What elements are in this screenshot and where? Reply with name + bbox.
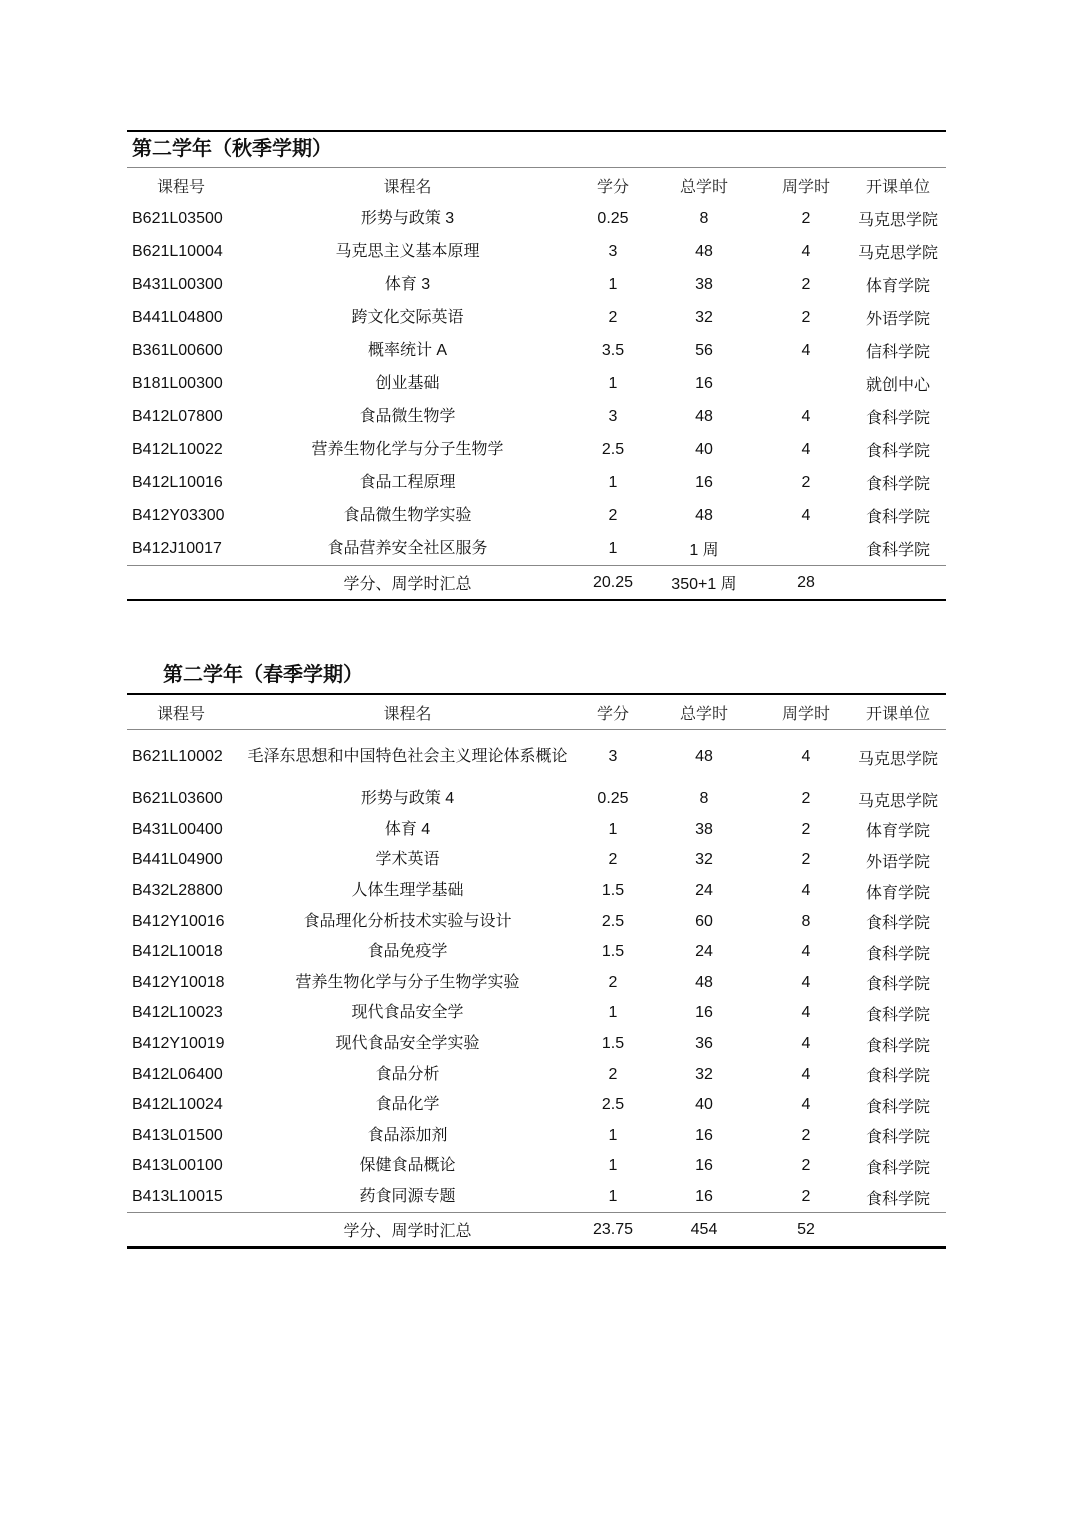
course-credit: 3 (608, 407, 618, 425)
course-code: B361L00600 (132, 341, 223, 359)
course-total-hours: 24 (695, 943, 713, 961)
course-code: B412L10023 (132, 1004, 223, 1022)
table-row (127, 301, 946, 334)
table-row (127, 998, 946, 1029)
table-row (127, 906, 946, 937)
course-weekly-hours: 2 (801, 820, 811, 838)
course-name: 营养生物化学与分子生物学实验 (295, 973, 520, 991)
course-unit: 食科学院 (865, 1068, 930, 1086)
course-total-hours: 16 (695, 473, 713, 491)
course-code: B431L00300 (132, 275, 223, 293)
course-name: 形势与政策 3 (360, 209, 455, 227)
course-weekly-hours: 2 (801, 790, 811, 808)
course-unit: 体育学院 (865, 823, 930, 841)
course-unit: 食科学院 (865, 410, 930, 427)
summary-unit (850, 566, 946, 601)
course-name: 毛泽东思想和中国特色社会主义理论体系概论 (247, 748, 568, 765)
course-weekly-hours: 4 (801, 1004, 811, 1022)
table-row (127, 532, 946, 566)
course-name: 食品理化分析技术实验与设计 (303, 912, 512, 930)
course-total-hours: 40 (695, 1096, 713, 1114)
course-total-hours: 8 (699, 790, 709, 808)
course-code: B181L00300 (132, 374, 223, 392)
course-total-hours: 24 (695, 882, 713, 900)
table-row (127, 845, 946, 876)
course-name: 营养生物化学与分子生物学 (311, 440, 504, 458)
course-total-hours: 60 (695, 912, 713, 930)
course-weekly-hours: 8 (801, 912, 811, 930)
table-row (127, 876, 946, 907)
course-weekly-hours: 2 (801, 1157, 811, 1175)
course-credit: 2.5 (601, 1096, 625, 1114)
table-row (127, 433, 946, 466)
course-total-hours: 16 (695, 1126, 713, 1144)
course-total-hours: 36 (695, 1035, 713, 1053)
course-name: 马克思主义基本原理 (335, 242, 480, 260)
table-row (127, 235, 946, 268)
course-name: 食品添加剂 (367, 1126, 448, 1144)
course-unit: 食科学院 (865, 509, 930, 526)
course-unit: 食科学院 (865, 1037, 930, 1055)
course-code: B441L04900 (132, 851, 223, 869)
course-total-hours: 38 (695, 820, 713, 838)
course-total-hours: 48 (695, 973, 713, 991)
course-unit: 马克思学院 (857, 792, 938, 810)
course-unit: 马克思学院 (857, 245, 938, 262)
course-credit: 1 (608, 275, 618, 293)
course-name: 食品分析 (375, 1065, 440, 1083)
course-code: B621L10002 (132, 748, 223, 765)
course-weekly-hours: 4 (801, 973, 811, 991)
course-weekly-hours: 2 (801, 1188, 811, 1206)
course-total-hours: 32 (695, 308, 713, 326)
course-credit: 1 (608, 473, 618, 491)
course-credit: 2 (608, 851, 618, 869)
course-total-hours: 56 (695, 341, 713, 359)
course-unit: 食科学院 (865, 1006, 930, 1024)
course-unit: 体育学院 (865, 884, 930, 902)
course-credit: 1.5 (601, 882, 625, 900)
spring-semester-title: 第二学年（春季学期） (163, 664, 363, 686)
course-code: B412Y10019 (132, 1035, 225, 1053)
course-credit: 1 (608, 539, 618, 557)
course-weekly-hours (762, 532, 850, 566)
course-weekly-hours: 2 (801, 275, 811, 293)
course-unit: 食科学院 (865, 1098, 930, 1116)
course-credit: 3.5 (601, 341, 625, 359)
course-total-hours: 16 (695, 1157, 713, 1175)
summary-label: 学分、周学时汇总 (235, 1213, 580, 1248)
course-total-hours: 16 (695, 374, 713, 392)
course-weekly-hours: 4 (801, 882, 811, 900)
course-name: 形势与政策 4 (360, 790, 455, 808)
course-weekly-hours: 2 (801, 1126, 811, 1144)
header-total-hours: 总学时 (646, 695, 762, 730)
course-code: B413L01500 (132, 1126, 223, 1144)
summary-weekly-hours: 52 (762, 1213, 850, 1248)
autumn-semester-section (127, 130, 946, 601)
course-credit: 1 (608, 1126, 618, 1144)
course-name: 体育 4 (384, 820, 431, 838)
summary-total-hours: 350+1 周 (646, 566, 762, 601)
spring-course-table (127, 695, 946, 1249)
course-total-hours: 32 (695, 851, 713, 869)
table-row (127, 367, 946, 400)
table-row (127, 784, 946, 815)
course-name: 药食同源专题 (359, 1188, 456, 1206)
course-total-hours: 48 (695, 407, 713, 425)
course-unit: 马克思学院 (857, 212, 938, 229)
course-name: 食品微生物学实验 (343, 506, 472, 524)
course-weekly-hours: 2 (801, 473, 811, 491)
course-code: B621L03500 (132, 209, 223, 227)
course-weekly-hours: 4 (801, 407, 811, 425)
course-code: B412L10016 (132, 473, 223, 491)
course-code: B621L10004 (132, 242, 223, 260)
course-weekly-hours: 4 (801, 1035, 811, 1053)
header-weekly-hours: 周学时 (762, 695, 850, 730)
course-credit: 1 (608, 374, 618, 392)
table-row (127, 1090, 946, 1121)
summary-unit (850, 1213, 946, 1248)
course-unit: 食科学院 (865, 1159, 930, 1177)
course-code: B432L28800 (132, 882, 223, 900)
course-name: 体育 3 (384, 275, 431, 293)
course-weekly-hours: 2 (801, 851, 811, 869)
course-credit: 2 (608, 308, 618, 326)
course-weekly-hours: 4 (801, 506, 811, 524)
course-credit: 1.5 (601, 943, 625, 961)
spring-semester-section (127, 658, 946, 1249)
autumn-semester-title: 第二学年（秋季学期） (127, 132, 946, 168)
course-credit: 1 (608, 820, 618, 838)
header-credit: 学分 (580, 695, 646, 730)
course-credit: 3 (608, 242, 618, 260)
table-header-row (127, 695, 946, 730)
header-total-hours: 总学时 (679, 178, 728, 196)
course-name: 概率统计 A (367, 341, 448, 359)
autumn-course-table (127, 168, 946, 601)
table-row (127, 499, 946, 532)
table-row (127, 968, 946, 999)
course-name: 食品化学 (375, 1096, 440, 1114)
course-name: 人体生理学基础 (351, 882, 464, 900)
course-code: B412L10022 (132, 440, 223, 458)
course-name: 食品工程原理 (359, 473, 456, 491)
course-weekly-hours: 4 (801, 440, 811, 458)
table-row (127, 1121, 946, 1152)
course-name: 跨文化交际英语 (351, 308, 464, 326)
course-credit: 1 (608, 1004, 618, 1022)
table-row (127, 1151, 946, 1182)
course-unit: 食科学院 (865, 915, 930, 933)
course-code: B621L03600 (132, 790, 223, 808)
header-code: 课程号 (156, 178, 205, 196)
course-total-hours: 1 周 (689, 542, 719, 559)
course-total-hours: 16 (695, 1004, 713, 1022)
course-total-hours: 16 (695, 1188, 713, 1206)
course-total-hours: 48 (695, 506, 713, 524)
header-code: 课程号 (127, 695, 235, 730)
course-unit: 就创中心 (865, 377, 930, 394)
course-name: 食品免疫学 (367, 943, 448, 961)
course-unit: 食科学院 (865, 476, 930, 493)
summary-spacer (127, 566, 235, 601)
table-row (127, 1029, 946, 1060)
course-credit: 1 (608, 1188, 618, 1206)
course-weekly-hours: 4 (801, 341, 811, 359)
course-code: B441L04800 (132, 308, 223, 326)
course-credit: 1.5 (601, 1035, 625, 1053)
course-name: 现代食品安全学 (351, 1004, 464, 1022)
course-unit: 食科学院 (865, 945, 930, 963)
course-weekly-hours: 4 (801, 242, 811, 260)
summary-credit: 20.25 (580, 566, 646, 601)
course-name: 食品微生物学 (359, 407, 456, 425)
table-row (127, 400, 946, 433)
course-unit: 食科学院 (865, 443, 930, 460)
course-credit: 2 (608, 1065, 618, 1083)
course-unit: 食科学院 (865, 1190, 930, 1208)
course-credit: 2.5 (601, 912, 625, 930)
header-name: 课程名 (235, 695, 580, 730)
course-unit: 马克思学院 (857, 750, 938, 768)
table-row (127, 334, 946, 367)
course-credit: 0.25 (597, 209, 629, 227)
course-code: B412J10017 (132, 539, 222, 557)
header-weekly-hours: 周学时 (781, 178, 830, 196)
course-total-hours: 48 (695, 748, 713, 765)
course-code: B412Y03300 (132, 506, 225, 524)
course-code: B413L00100 (132, 1157, 223, 1175)
course-weekly-hours: 4 (801, 1065, 811, 1083)
table-row (127, 466, 946, 499)
course-code: B412L10024 (132, 1096, 223, 1114)
course-code: B431L00400 (132, 820, 223, 838)
header-name: 课程名 (383, 178, 432, 196)
header-unit: 开课单位 (850, 695, 946, 730)
table-row (127, 815, 946, 846)
course-unit: 外语学院 (865, 853, 930, 871)
course-weekly-hours: 2 (801, 209, 811, 227)
course-code: B412L07800 (132, 407, 223, 425)
course-unit: 体育学院 (865, 278, 930, 295)
course-weekly-hours (762, 367, 850, 400)
course-name: 学术英语 (375, 851, 440, 869)
summary-spacer (127, 1213, 235, 1248)
header-unit: 开课单位 (865, 178, 930, 196)
autumn-summary-row (127, 566, 946, 601)
course-unit: 信科学院 (865, 344, 930, 361)
course-code: B412L10018 (132, 943, 223, 961)
course-total-hours: 32 (695, 1065, 713, 1083)
table-row (127, 268, 946, 301)
course-name: 保健食品概论 (359, 1157, 456, 1175)
course-unit: 外语学院 (865, 311, 930, 328)
course-credit: 0.25 (597, 790, 629, 808)
summary-weekly-hours: 28 (762, 566, 850, 601)
spring-summary-row (127, 1213, 946, 1248)
course-weekly-hours: 4 (801, 748, 811, 765)
course-weekly-hours: 4 (801, 1096, 811, 1114)
course-total-hours: 8 (699, 209, 709, 227)
table-row (127, 202, 946, 235)
summary-total-hours: 454 (646, 1213, 762, 1248)
course-credit: 2 (608, 973, 618, 991)
course-name: 创业基础 (375, 374, 440, 392)
table-row (127, 1182, 946, 1213)
summary-label: 学分、周学时汇总 (235, 566, 580, 601)
course-code: B412Y10016 (132, 912, 225, 930)
table-row (127, 730, 946, 785)
header-credit: 学分 (596, 178, 629, 196)
course-unit: 食科学院 (865, 976, 930, 994)
course-unit: 食科学院 (865, 542, 930, 559)
course-code: B413L10015 (132, 1188, 223, 1206)
course-total-hours: 40 (695, 440, 713, 458)
course-name: 食品营养安全社区服务 (327, 539, 488, 557)
course-total-hours: 48 (695, 242, 713, 260)
course-credit: 1 (608, 1157, 618, 1175)
course-credit: 2 (608, 506, 618, 524)
table-row (127, 937, 946, 968)
course-code: B412L06400 (132, 1065, 223, 1083)
course-weekly-hours: 2 (801, 308, 811, 326)
course-unit: 食科学院 (865, 1129, 930, 1147)
course-credit: 3 (608, 748, 618, 765)
course-credit: 2.5 (601, 440, 625, 458)
course-code: B412Y10018 (132, 973, 225, 991)
table-row (127, 1059, 946, 1090)
table-header-row (127, 168, 946, 202)
course-weekly-hours: 4 (801, 943, 811, 961)
course-total-hours: 38 (695, 275, 713, 293)
summary-credit: 23.75 (580, 1213, 646, 1248)
course-name: 现代食品安全学实验 (335, 1035, 480, 1053)
